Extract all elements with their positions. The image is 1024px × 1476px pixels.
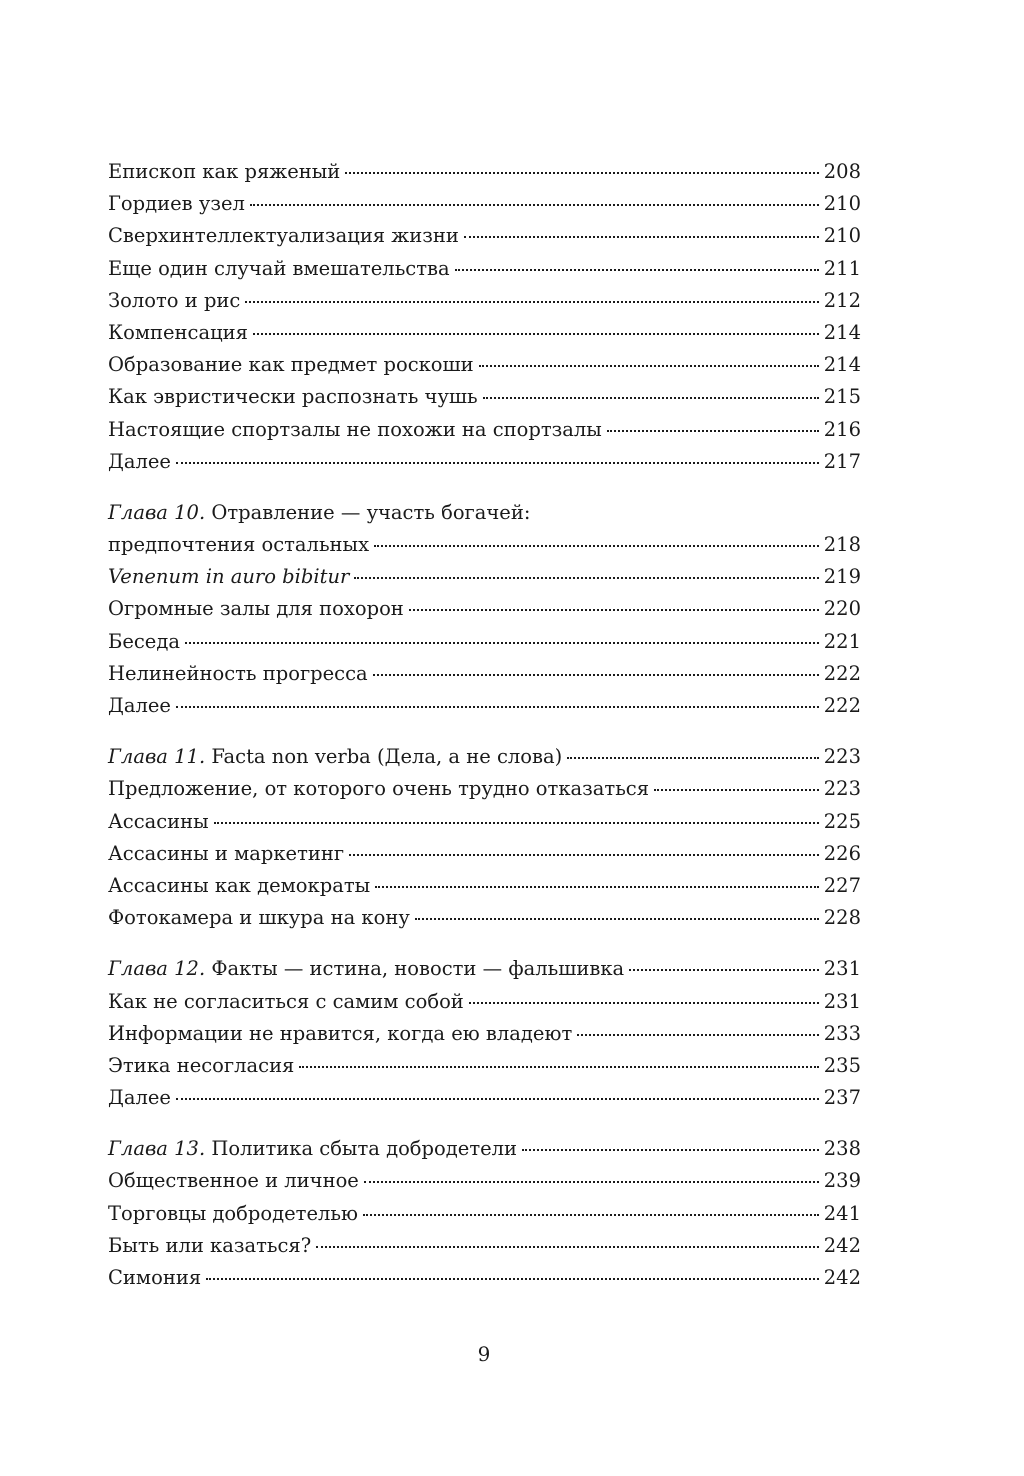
entry-title-text: Сверхинтеллектуализация жизни	[108, 224, 459, 248]
entry-title-text: Торговцы добродетелью	[108, 1201, 358, 1225]
dot-leader	[479, 365, 819, 367]
toc-entry[interactable]	[108, 1198, 861, 1230]
toc-page-number: 218	[823, 533, 861, 557]
toc-entry[interactable]	[108, 806, 861, 838]
dot-leader	[409, 609, 819, 611]
toc-page-number: 222	[823, 694, 861, 717]
toc-entry-title	[108, 806, 209, 838]
toc-entry-title	[108, 156, 340, 188]
toc-entry-title	[108, 902, 410, 934]
entry-title-text: Отравление — участь богачей:	[211, 500, 531, 524]
toc-entry-title	[108, 690, 171, 722]
toc-chapter-entry[interactable]	[108, 1133, 861, 1165]
toc-page-number: 220	[823, 597, 861, 621]
table-of-contents	[108, 156, 861, 1294]
page-number: 9	[477, 1342, 491, 1366]
toc-entry-title	[108, 1082, 171, 1114]
dot-leader	[176, 706, 819, 708]
toc-page-number: 233	[823, 1021, 861, 1045]
entry-title-text: Еще один случай вмешательства	[108, 256, 450, 280]
toc-entry[interactable]	[108, 986, 861, 1018]
toc-entry[interactable]	[108, 690, 861, 722]
dot-leader	[253, 333, 819, 335]
toc-entry[interactable]	[108, 1262, 861, 1294]
entry-title-text: Факты — истина, новости — фальшивка	[211, 957, 625, 981]
toc-page-number: 227	[823, 873, 861, 897]
toc-entry-title	[108, 253, 450, 285]
toc-section	[108, 156, 861, 478]
dot-leader	[349, 854, 819, 856]
toc-entry-title	[108, 414, 602, 446]
toc-page-number: 208	[823, 160, 861, 183]
toc-entry[interactable]	[108, 773, 861, 805]
toc-page-number: 241	[823, 1201, 861, 1225]
toc-entry-title	[108, 1018, 572, 1050]
entry-title-text: Ассасины и маркетинг	[108, 841, 345, 865]
chapter-label: Глава 12.	[108, 957, 206, 981]
toc-page-number: 237	[823, 1086, 861, 1110]
toc-entry[interactable]	[108, 1082, 861, 1114]
dot-leader	[373, 674, 819, 676]
toc-chapter-entry[interactable]	[108, 497, 861, 529]
dot-leader	[629, 969, 819, 971]
toc-entry-title	[108, 446, 171, 478]
entry-title-text: Facta non verba (Дела, а не слова)	[211, 745, 563, 769]
toc-page-number: 231	[823, 957, 861, 981]
toc-entry-title	[108, 838, 344, 870]
dot-leader	[176, 1098, 819, 1100]
toc-entry[interactable]	[108, 188, 861, 220]
toc-entry-title	[108, 285, 240, 317]
entry-title-text: Огромные залы для похорон	[108, 597, 404, 621]
toc-entry-title	[108, 593, 404, 625]
entry-title-text: Далее	[108, 1086, 171, 1110]
toc-page-number: 222	[823, 661, 861, 685]
chapter-label: Глава 11.	[108, 745, 206, 769]
toc-chapter-entry[interactable]	[108, 953, 861, 985]
toc-entry[interactable]	[108, 381, 861, 413]
entry-title-text: Компенсация	[108, 320, 248, 344]
toc-entry[interactable]	[108, 1165, 861, 1197]
entry-title-text: Этика несогласия	[108, 1053, 295, 1077]
entry-title-text: Беседа	[108, 629, 180, 653]
toc-page-number: 216	[823, 417, 861, 441]
toc-entry-title	[108, 953, 624, 985]
dot-leader	[245, 301, 818, 303]
toc-page-number: 219	[823, 565, 861, 589]
toc-entry-title	[108, 986, 464, 1018]
toc-entry[interactable]	[108, 156, 861, 188]
dot-leader	[469, 1002, 819, 1004]
toc-page-number: 223	[823, 777, 861, 801]
toc-page-number: 235	[823, 1053, 861, 1077]
toc-page-number: 225	[823, 809, 861, 833]
entry-title-text: Гордиев узел	[108, 192, 245, 216]
dot-leader	[354, 577, 818, 579]
toc-entry[interactable]	[108, 349, 861, 381]
toc-entry[interactable]	[108, 1018, 861, 1050]
toc-section	[108, 953, 861, 1114]
dot-leader	[363, 1214, 819, 1216]
toc-entry[interactable]	[108, 446, 861, 478]
toc-entry-title	[108, 1133, 517, 1165]
toc-page-number: 221	[823, 629, 861, 653]
toc-entry[interactable]	[108, 285, 861, 317]
dot-leader	[415, 918, 819, 920]
toc-entry-title	[108, 626, 180, 658]
chapter-label: Глава 13.	[108, 1137, 206, 1161]
dot-leader	[345, 172, 819, 174]
toc-page-number: 242	[823, 1266, 861, 1289]
dot-leader	[176, 462, 819, 464]
toc-entry[interactable]	[108, 317, 861, 349]
entry-title-text: Ассасины	[108, 809, 209, 833]
entry-title-text: Информации не нравится, когда ею владеют	[108, 1021, 573, 1045]
entry-title-text: Предложение, от которого очень трудно отказаться	[108, 777, 650, 801]
toc-entry-title	[108, 529, 369, 561]
toc-page-number: 210	[823, 224, 861, 248]
entry-title-text: Ассасины как демократы	[108, 873, 371, 897]
toc-entry-title	[108, 317, 248, 349]
entry-title-text: Как эвристически распознать чушь	[108, 385, 478, 409]
toc-page-number: 231	[823, 989, 861, 1013]
dot-leader	[567, 757, 819, 759]
toc-entry-title	[108, 220, 459, 252]
entry-title-text: Далее	[108, 449, 171, 473]
toc-page-number: 215	[823, 385, 861, 409]
dot-leader	[374, 545, 819, 547]
toc-entry-title	[108, 188, 245, 220]
toc-entry-title	[108, 1198, 358, 1230]
dot-leader	[455, 269, 819, 271]
toc-entry[interactable]	[108, 253, 861, 285]
dot-leader	[185, 642, 819, 644]
entry-title-text: Быть или казаться?	[108, 1233, 312, 1257]
dot-leader	[654, 789, 819, 791]
entry-title-text: Симония	[108, 1266, 202, 1289]
chapter-label: Глава 10.	[108, 500, 206, 524]
toc-entry-title	[108, 658, 368, 690]
toc-page-number: 228	[823, 906, 861, 930]
toc-entry[interactable]	[108, 220, 861, 252]
dot-leader	[316, 1246, 819, 1248]
toc-page-number: 223	[823, 745, 861, 769]
dot-leader	[577, 1034, 819, 1036]
toc-entry-title	[108, 561, 349, 593]
entry-title-text: Золото и рис	[108, 288, 241, 312]
toc-entry-title	[108, 870, 370, 902]
toc-page-number: 217	[823, 449, 861, 473]
toc-page-number: 239	[823, 1169, 861, 1193]
toc-entry[interactable]	[108, 902, 861, 934]
dot-leader	[464, 236, 819, 238]
toc-entry-title	[108, 1050, 294, 1082]
toc-page-number: 214	[823, 320, 861, 344]
toc-entry[interactable]	[108, 414, 861, 446]
entry-title-text: Далее	[108, 694, 171, 717]
dot-leader	[607, 430, 819, 432]
dot-leader	[375, 886, 819, 888]
toc-entry-title	[108, 773, 649, 805]
entry-title-text: Фотокамера и шкура на кону	[108, 906, 410, 930]
dot-leader	[299, 1066, 818, 1068]
toc-page-number: 212	[823, 288, 861, 312]
dot-leader	[364, 1181, 819, 1183]
entry-title-text: Общественное и личное	[108, 1169, 359, 1193]
toc-page-number: 211	[823, 256, 861, 280]
dot-leader	[522, 1149, 819, 1151]
dot-leader	[214, 822, 819, 824]
toc-entry-title	[108, 1165, 359, 1197]
toc-entry[interactable]	[108, 838, 861, 870]
entry-title-text: Политика сбыта добродетели	[211, 1137, 518, 1161]
toc-entry[interactable]	[108, 561, 861, 593]
toc-entry-title	[108, 1230, 311, 1262]
toc-page-number: 214	[823, 353, 861, 377]
toc-entry[interactable]	[108, 626, 861, 658]
toc-entry-title	[108, 381, 478, 413]
dot-leader	[483, 397, 819, 399]
entry-title-text: Venenum in auro bibitur	[108, 565, 350, 589]
toc-section	[108, 741, 861, 934]
toc-entry[interactable]	[108, 1050, 861, 1082]
entry-title-text: Как не согласиться с самим собой	[108, 989, 464, 1013]
toc-entry[interactable]	[108, 1230, 861, 1262]
toc-entry-title	[108, 1262, 201, 1294]
entry-title-text: предпочтения остальных	[108, 533, 370, 557]
toc-entry-title	[108, 349, 474, 381]
toc-page-number: 238	[823, 1137, 861, 1161]
dot-leader	[250, 204, 819, 206]
entry-title-text: Настоящие спортзалы не похожи на спортзалы	[108, 417, 602, 441]
toc-entry[interactable]	[108, 870, 861, 902]
toc-page-number: 242	[823, 1233, 861, 1257]
toc-entry[interactable]	[108, 529, 861, 561]
toc-page-number: 226	[823, 841, 861, 865]
entry-title-text: Нелинейность прогресса	[108, 661, 368, 685]
toc-entry-title	[108, 741, 562, 773]
toc-chapter-entry[interactable]	[108, 741, 861, 773]
entry-title-text: Епископ как ряженый	[108, 160, 341, 183]
toc-section	[108, 497, 861, 722]
toc-page-number: 210	[823, 192, 861, 216]
dot-leader	[206, 1278, 819, 1280]
entry-title-text: Образование как предмет роскоши	[108, 353, 474, 377]
toc-section	[108, 1133, 861, 1294]
toc-entry[interactable]	[108, 593, 861, 625]
toc-entry[interactable]	[108, 658, 861, 690]
toc-entry-title	[108, 497, 530, 529]
